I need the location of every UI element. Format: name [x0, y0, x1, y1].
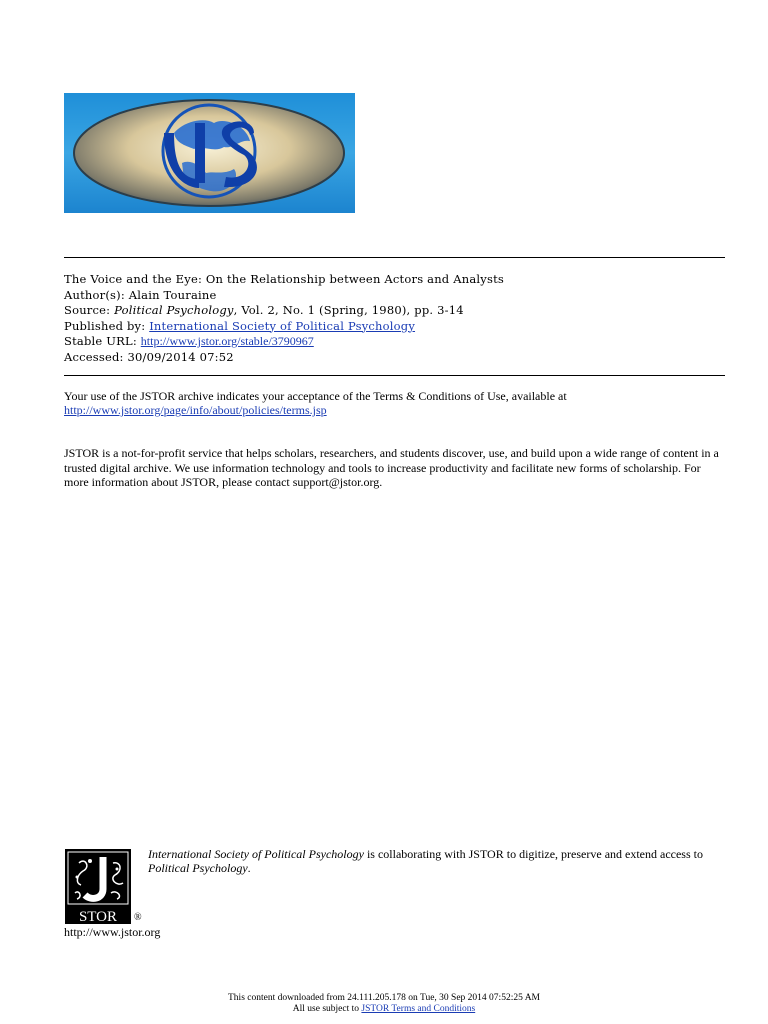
source-journal: Political Psychology	[114, 303, 234, 317]
bottom-divider	[64, 375, 725, 376]
stable-url-link[interactable]: http://www.jstor.org/stable/3790967	[140, 334, 314, 348]
published-label: Published by:	[64, 318, 150, 333]
jstor-url[interactable]: http://www.jstor.org	[64, 925, 161, 939]
author-line	[64, 288, 725, 304]
download-footer	[0, 993, 768, 1014]
publisher-logo	[64, 93, 355, 213]
citation-block	[64, 272, 725, 365]
footer-terms-line	[0, 1004, 768, 1015]
author-label: Author(s):	[64, 287, 129, 302]
source-details: , Vol. 2, No. 1 (Spring, 1980), pp. 3-14	[233, 303, 464, 317]
jstor-logo-word: STOR	[78, 909, 118, 924]
stable-url-line	[64, 334, 725, 350]
source-line	[64, 303, 725, 319]
collab-middle: is collaborating with JSTOR to digitize, preserve and extend access to	[363, 847, 703, 861]
about-text: JSTOR is a not-for-profit service that helps scholars, researchers, and students discover, use, and build upon a wide range of content in a trusted digital archive. We use information technology and tools to increase productivity and facilitate new forms of scholarship. For more information about JSTOR, please contact support@jstor.org.	[64, 446, 719, 489]
terms-notice	[64, 389, 725, 417]
publisher-link[interactable]: International Society of Political Psychology	[149, 318, 416, 333]
footer-download-line: This content downloaded from 24.111.205.178 on Tue, 30 Sep 2014 07:52:25 AM	[228, 993, 540, 1003]
collab-end: .	[247, 860, 251, 875]
article-title: The Voice and the Eye: On the Relationship between Actors and Analysts	[64, 272, 504, 286]
accessed-date: 30/09/2014 07:52	[127, 349, 234, 364]
terms-link[interactable]: http://www.jstor.org/page/info/about/policies/terms.jsp	[64, 403, 327, 417]
collab-org: International Society of Political Psychology	[148, 847, 364, 861]
accessed-line	[64, 350, 725, 366]
footer-terms-link[interactable]: JSTOR Terms and Conditions	[361, 1003, 476, 1014]
jstor-logo-icon	[65, 849, 131, 924]
registered-mark: ®	[134, 912, 142, 923]
footer-terms-prefix: All use subject to	[292, 1003, 362, 1014]
isop-globe-logo-icon	[64, 93, 355, 213]
jstor-logo	[65, 849, 145, 924]
top-divider	[64, 257, 725, 258]
source-label: Source:	[64, 303, 115, 317]
collaboration-notice	[148, 848, 725, 875]
stable-url-label: Stable URL:	[64, 334, 141, 348]
terms-text: Your use of the JSTOR archive indicates your acceptance of the Terms & Conditions of Use, available at	[64, 389, 567, 403]
jstor-about	[64, 446, 725, 490]
author-name: Alain Touraine	[128, 287, 217, 302]
collab-journal: Political Psychology	[148, 860, 248, 875]
accessed-label: Accessed:	[64, 349, 128, 364]
publisher-line	[64, 319, 725, 335]
